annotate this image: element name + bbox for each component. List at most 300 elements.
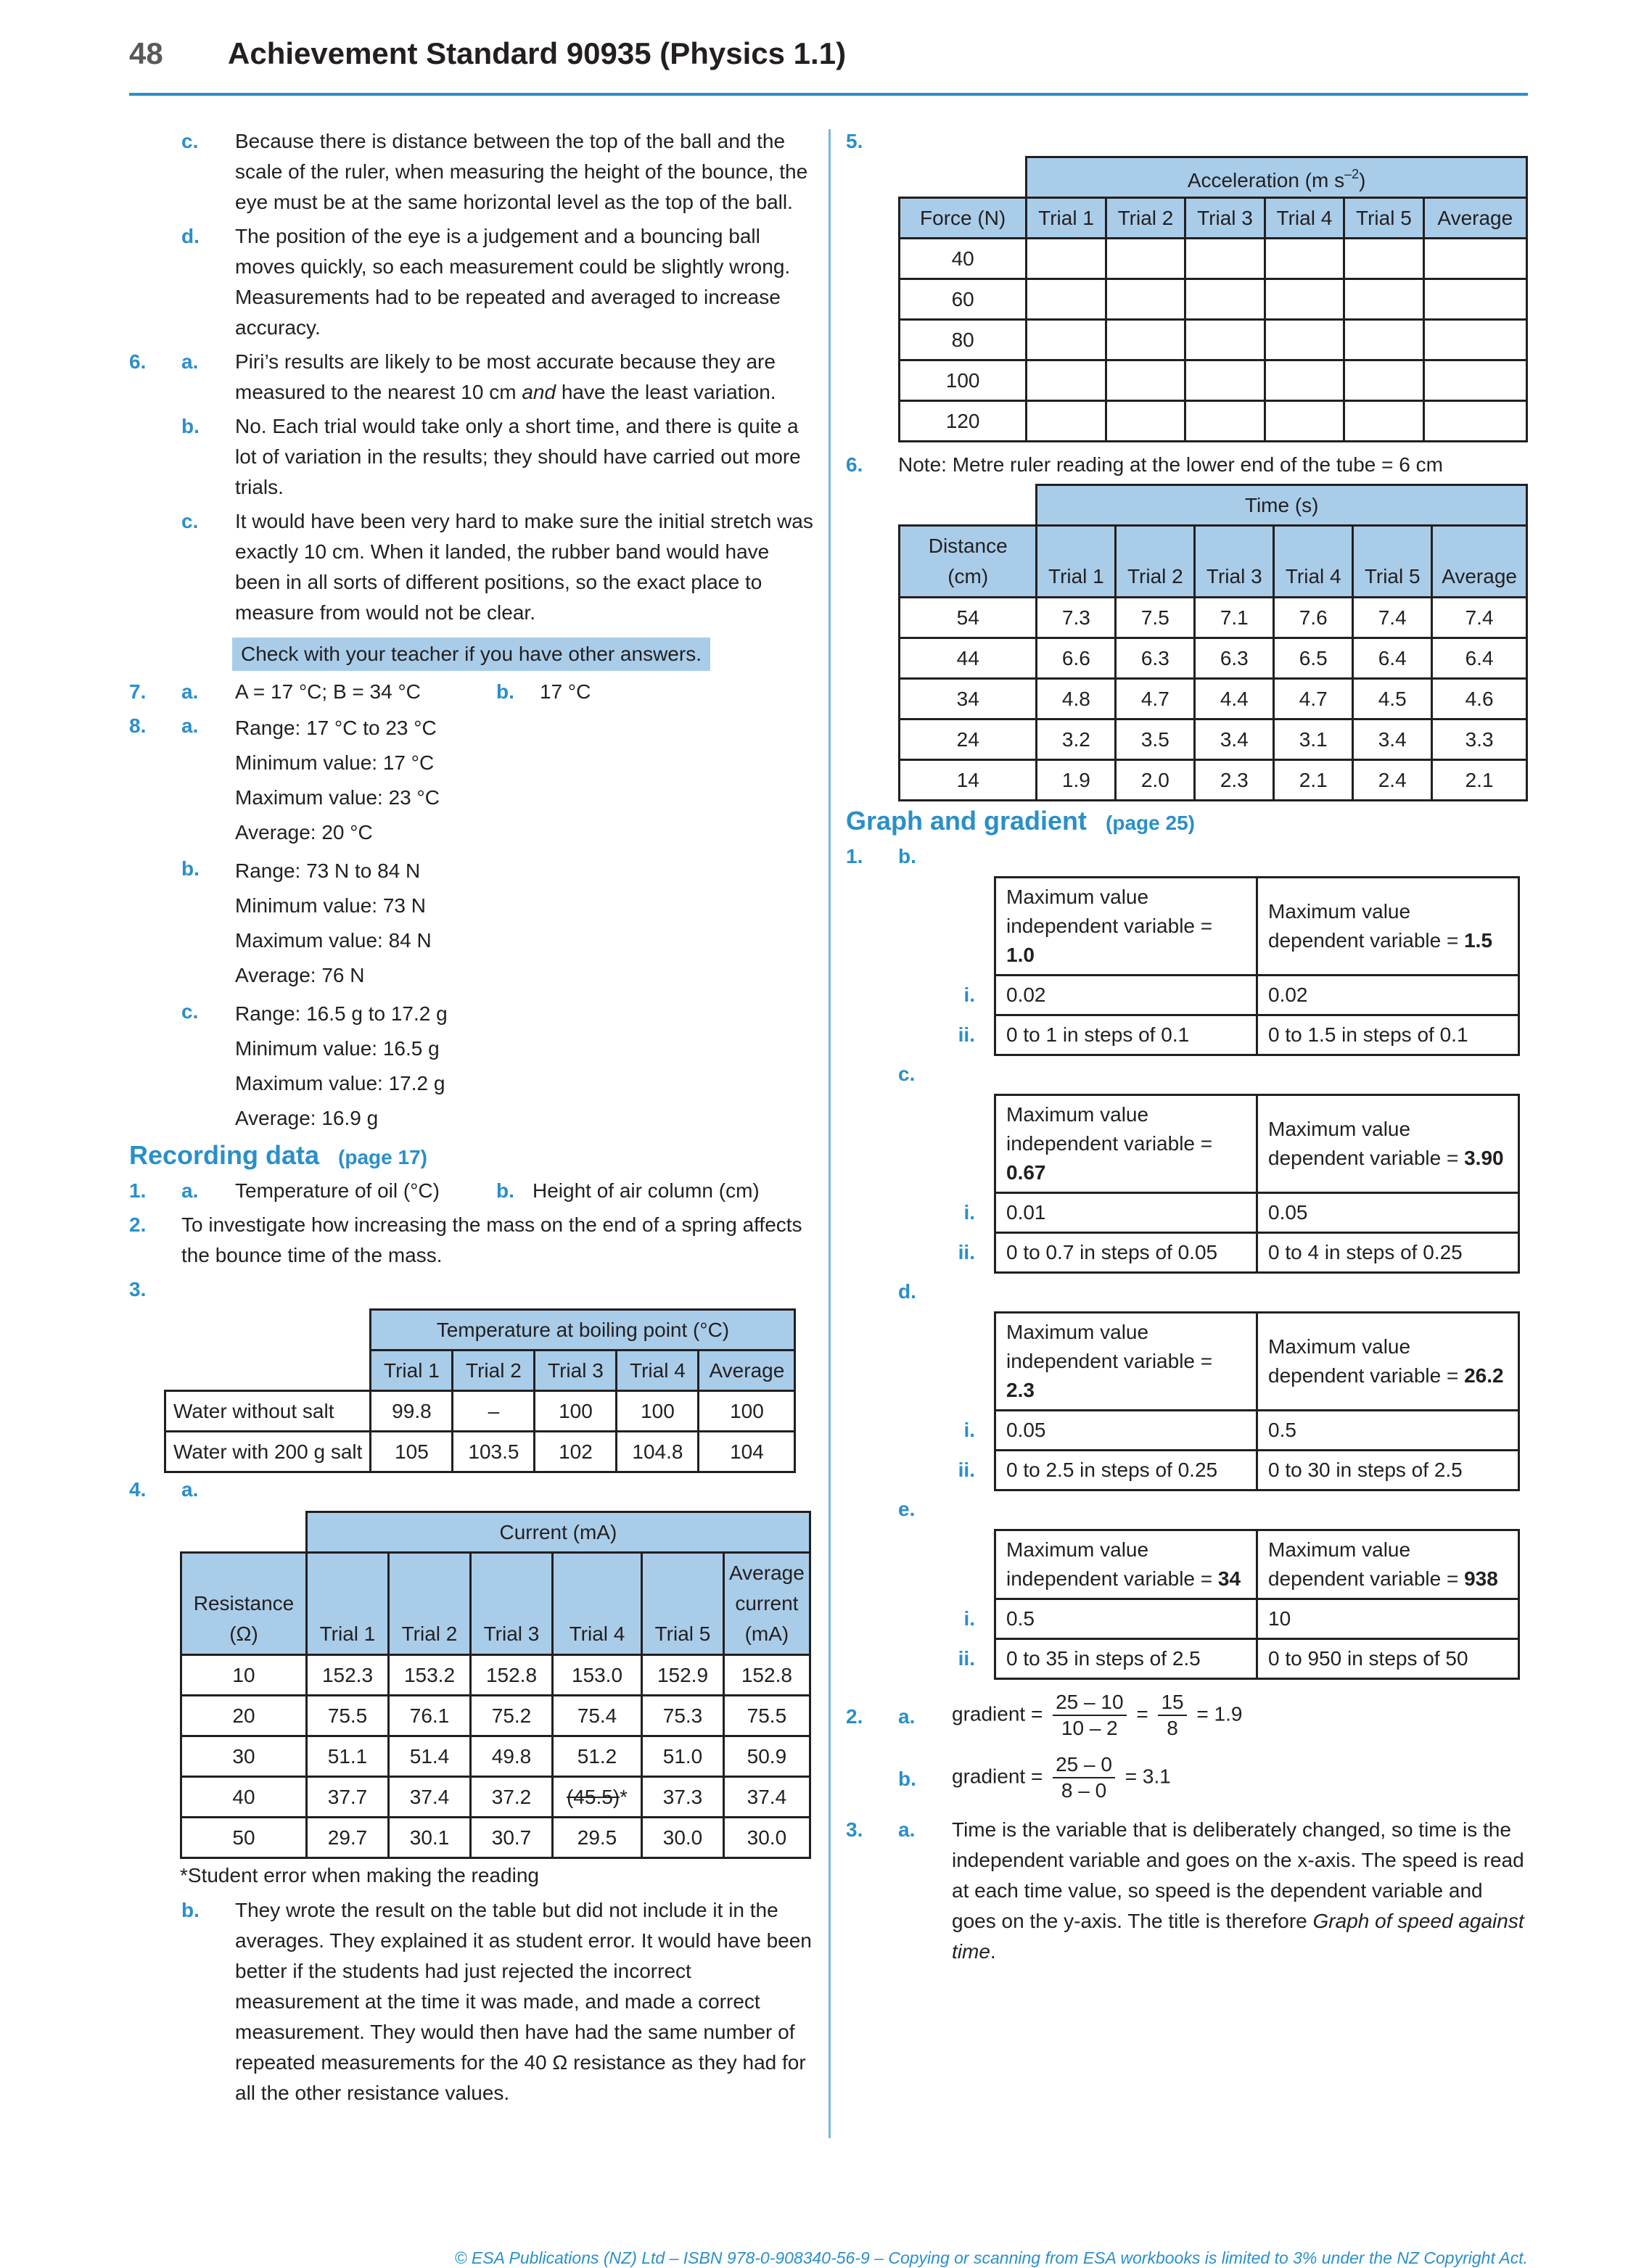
equation-result: = 1.9 [1196, 1702, 1243, 1725]
table-cell [1423, 360, 1526, 401]
answer-emphasis: and [522, 381, 556, 403]
answer-lines [235, 854, 814, 993]
table-cell: 37.4 [724, 1777, 810, 1818]
table-cell: 104 [699, 1432, 795, 1472]
row-marker: ii. [958, 1459, 975, 1481]
item-label: b. [496, 1179, 514, 1202]
table-cell [1027, 320, 1106, 360]
table-cell: 3.3 [1432, 719, 1527, 760]
answer-lines [235, 711, 814, 850]
table-cell [1265, 320, 1344, 360]
table-group-header [1027, 157, 1527, 198]
table-cell: 37.7 [307, 1777, 389, 1818]
answer-text: It would have been very hard to make sure the initial stretch was exactly 10 cm. When it landed, the rubber band would have been in all sorts of different positions, so the exact place to measure from would not be clear. [235, 510, 813, 624]
row-label: 20 [181, 1696, 307, 1736]
cell-value: 26.2 [1464, 1364, 1504, 1387]
table-row [181, 1818, 810, 1858]
table-cell: 152.3 [307, 1655, 389, 1696]
cell-value: 0.67 [1006, 1161, 1046, 1184]
cell-value: 3.90 [1464, 1147, 1504, 1169]
table-cell [1344, 279, 1423, 320]
answer-line: Maximum value: 84 N [235, 929, 432, 952]
table-cell: 51.2 [553, 1736, 642, 1777]
answer-6c [129, 506, 814, 628]
table-row [936, 1015, 1519, 1055]
answer-8a [129, 711, 814, 850]
row-marker [936, 878, 995, 976]
column-divider [829, 129, 831, 2138]
table-cell [1185, 401, 1265, 442]
table-cell: 30.0 [642, 1818, 724, 1858]
cell-text: Maximum value independent variable = [1006, 1321, 1213, 1372]
column-header: Trial 2 [1116, 526, 1195, 598]
column-header: Trial 1 [1037, 526, 1116, 598]
table-row [900, 719, 1527, 760]
answer-text-part: Time is the variable that is deliberately changed, so time is the independent variable and goes on the x-axis. The speed is read at each time value, so speed is the dependent variable and goes on the y-axis. The title is therefore [952, 1818, 1524, 1932]
copyright-footer: © ESA Publications (NZ) Ltd – ISBN 978-0-908340-56-9 – Copying or scanning from ESA workbooks is limited to 3% under the NZ Copyright Act. [454, 2248, 1528, 2267]
table-corner [165, 1351, 371, 1391]
table-row [181, 1655, 810, 1696]
table-row [165, 1432, 795, 1472]
question-number: 3. [129, 1278, 147, 1300]
section-page-ref: (page 25) [1106, 812, 1195, 834]
independent-max-cell [995, 1095, 1257, 1193]
fraction [1158, 1690, 1186, 1741]
table-cell: 100 [535, 1391, 617, 1432]
table-cell: 152.8 [471, 1655, 553, 1696]
left-column [129, 126, 814, 2112]
item-label: a. [181, 714, 199, 737]
table-row [936, 1451, 1519, 1490]
page-title: Achievement Standard 90935 (Physics 1.1) [228, 36, 847, 70]
table-cell [1344, 360, 1423, 401]
table-cell: 49.8 [471, 1736, 553, 1777]
answer-line: Average: 76 N [235, 964, 365, 986]
table-cell: 100 [617, 1391, 699, 1432]
table-cell [1265, 360, 1344, 401]
table-cell: 29.7 [307, 1818, 389, 1858]
table-row [936, 1599, 1519, 1639]
table-cell: 4.8 [1037, 679, 1116, 719]
row-label: 44 [900, 638, 1037, 679]
column-header: Trial 3 [471, 1553, 553, 1655]
table-cell: 3.4 [1195, 719, 1274, 760]
table-cell: 7.1 [1195, 598, 1274, 638]
column-header: Trial 3 [1185, 198, 1265, 239]
column-header: Trial 4 [1265, 198, 1344, 239]
column-header: Trial 5 [1344, 198, 1423, 239]
column-header: Average current (mA) [724, 1553, 810, 1655]
row-label: 34 [900, 679, 1037, 719]
graph-answer-1d-label [846, 1277, 1528, 1307]
table-cell [1027, 401, 1106, 442]
column-header: Trial 4 [617, 1351, 699, 1391]
question-number: 5. [846, 130, 863, 152]
table-cell [1265, 401, 1344, 442]
row-label: 100 [900, 360, 1027, 401]
teacher-check-note: Check with your teacher if you have other answers. [232, 638, 710, 671]
table-cell: 4.5 [1353, 679, 1432, 719]
independent-max-cell [995, 1313, 1257, 1411]
table-row [900, 598, 1527, 638]
numerator: 25 – 10 [1053, 1690, 1126, 1716]
table-cell [1027, 239, 1106, 279]
table-cell: 6.3 [1116, 638, 1195, 679]
row-label: 40 [181, 1777, 307, 1818]
answer-line: Average: 20 °C [235, 821, 373, 844]
table-cell: – [453, 1391, 535, 1432]
row-marker: i. [963, 1201, 975, 1224]
graph-scale-table-b [936, 876, 1520, 1056]
table-row [936, 1411, 1519, 1451]
table-footnote: *Student error when making the reading [180, 1864, 539, 1886]
table-group-header: Temperature at boiling point (°C) [371, 1310, 795, 1351]
table-cell: 75.5 [307, 1696, 389, 1736]
table-cell: 4.4 [1195, 679, 1274, 719]
table-cell: 153.0 [553, 1655, 642, 1696]
table-group-header: Current (mA) [307, 1512, 810, 1553]
gradient-equation [952, 1690, 1528, 1741]
row-header: Force (N) [900, 198, 1027, 239]
table-row [181, 1736, 810, 1777]
table-cell: 2.1 [1432, 760, 1527, 801]
answer-8b [129, 854, 814, 993]
row-label: Water with 200 g salt [165, 1432, 371, 1472]
table-cell: 51.0 [642, 1736, 724, 1777]
row-marker: ii. [958, 1647, 975, 1670]
equals-sign: = [1136, 1702, 1148, 1725]
group-header-text: Acceleration (m s [1187, 169, 1345, 191]
table-cell: 2.0 [1116, 760, 1195, 801]
answer-1a-text: Temperature of oil (°C) [235, 1179, 440, 1202]
dependent-max-cell [1257, 1095, 1519, 1193]
table-cell: 0.5 [995, 1599, 1257, 1639]
struck-value: (45.5) [566, 1785, 620, 1808]
answer-text-part: have the least variation. [556, 381, 776, 403]
answer-line: Minimum value: 17 °C [235, 751, 435, 774]
table-cell: 4.6 [1432, 679, 1527, 719]
table-cell: 29.5 [553, 1818, 642, 1858]
table-cell: 4.7 [1274, 679, 1353, 719]
answer-line: Range: 16.5 g to 17.2 g [235, 1002, 448, 1025]
answer-8c [129, 997, 814, 1136]
row-marker: i. [963, 1419, 975, 1441]
answer-text [952, 1815, 1528, 1967]
table-cell: 0 to 2.5 in steps of 0.25 [995, 1451, 1257, 1490]
question-number: 7. [129, 680, 147, 703]
cell-text: Maximum value independent variable = [1006, 1538, 1218, 1590]
denominator: 8 – 0 [1061, 1779, 1107, 1802]
recording-answer-3 [129, 1274, 814, 1305]
table-row [900, 401, 1527, 442]
row-label: 10 [181, 1655, 307, 1696]
table-cell: 76.1 [389, 1696, 471, 1736]
table-row [181, 1696, 810, 1736]
table-row [936, 1233, 1519, 1273]
table-cell: 2.4 [1353, 760, 1432, 801]
table-cell: 104.8 [617, 1432, 699, 1472]
table-row [900, 239, 1527, 279]
recording-answer-4b [129, 1895, 814, 2108]
graph-answer-1b-label [846, 841, 1528, 872]
row-label: 14 [900, 760, 1037, 801]
answer-7 [129, 677, 814, 707]
table-cell: 0 to 1.5 in steps of 0.1 [1257, 1015, 1519, 1055]
row-label: 80 [900, 320, 1027, 360]
answer-5c [129, 126, 814, 218]
item-label: c. [181, 1000, 199, 1023]
denominator: 10 – 2 [1061, 1717, 1118, 1739]
table-cell: 30.7 [471, 1818, 553, 1858]
answer-text: To investigate how increasing the mass on the end of a spring affects the bounce time of the mass. [181, 1213, 802, 1266]
table-cell-error: (45.5)* [553, 1777, 642, 1818]
row-marker [936, 1530, 995, 1599]
table-cell [1106, 239, 1185, 279]
table-cell [1185, 279, 1265, 320]
fraction [1053, 1690, 1126, 1741]
item-label: b. [898, 1768, 916, 1790]
denominator: 8 [1167, 1717, 1178, 1739]
graph-answer-2b [846, 1752, 1528, 1810]
question-number: 4. [129, 1478, 147, 1501]
item-label: c. [898, 1063, 916, 1085]
table-cell [1185, 360, 1265, 401]
answer-line: Minimum value: 73 N [235, 894, 426, 917]
row-label: 30 [181, 1736, 307, 1777]
table-cell [1106, 279, 1185, 320]
item-label: a. [181, 680, 199, 703]
column-header: Trial 1 [307, 1553, 389, 1655]
table-cell: 0.5 [1257, 1411, 1519, 1451]
table-cell [1423, 239, 1526, 279]
table-row [900, 679, 1527, 719]
table-cell [1106, 401, 1185, 442]
table-cell [1265, 239, 1344, 279]
table-row [900, 279, 1527, 320]
item-label: a. [181, 1179, 199, 1202]
cell-value: 34 [1217, 1567, 1241, 1590]
group-header-text-end: ) [1359, 169, 1366, 191]
table-cell: 0 to 35 in steps of 2.5 [995, 1639, 1257, 1679]
row-marker: ii. [958, 1023, 975, 1046]
boiling-point-table [164, 1308, 796, 1473]
gradient-equation [952, 1752, 1528, 1803]
table-cell [1106, 320, 1185, 360]
answer-text [235, 1176, 814, 1206]
table-cell: 30.1 [389, 1818, 471, 1858]
item-label: d. [181, 225, 200, 247]
question-number: 1. [129, 1179, 147, 1202]
row-header-text: Resistance (Ω) [193, 1592, 295, 1645]
row-header: Distance (cm) [900, 526, 1037, 598]
table-cell: 99.8 [371, 1391, 453, 1432]
answer-text: The position of the eye is a judgement and a bouncing ball moves quickly, so each measurement could be slightly wrong. Measurements had to be repeated and averaged to increase accuracy. [235, 225, 791, 339]
table-cell: 75.4 [553, 1696, 642, 1736]
item-label: d. [898, 1280, 916, 1303]
table-cell: 0 to 1 in steps of 0.1 [995, 1015, 1257, 1055]
table-row [900, 760, 1527, 801]
item-label: a. [181, 1478, 199, 1501]
dependent-max-cell [1257, 1530, 1519, 1599]
table-cell [1344, 239, 1423, 279]
graph-answer-2a [846, 1690, 1528, 1748]
answer-lines [235, 997, 814, 1136]
answer-text: No. Each trial would take only a short time, and there is quite a lot of variation in the results; they should have carried out more trials. [235, 415, 801, 498]
table-cell: 2.1 [1274, 760, 1353, 801]
table-cell: 3.5 [1116, 719, 1195, 760]
item-label: c. [181, 130, 199, 152]
table-cell [1423, 401, 1526, 442]
item-label: e. [898, 1498, 916, 1520]
independent-max-cell [995, 878, 1257, 976]
table-cell: 6.4 [1353, 638, 1432, 679]
fraction [1053, 1752, 1115, 1803]
table-cell: 75.5 [724, 1696, 810, 1736]
table-cell [1423, 279, 1526, 320]
acceleration-table [898, 156, 1528, 442]
column-header: Trial 4 [553, 1553, 642, 1655]
table-row [900, 320, 1527, 360]
table-row [181, 1777, 810, 1818]
column-header: Trial 3 [535, 1351, 617, 1391]
row-label: 50 [181, 1818, 307, 1858]
table-cell: 7.4 [1353, 598, 1432, 638]
answer-1b-text: Height of air column (cm) [533, 1179, 760, 1202]
recording-answer-2 [129, 1210, 814, 1271]
item-label: a. [898, 1705, 916, 1728]
section-heading-graph-gradient [846, 806, 1528, 838]
cell-text: Maximum value dependent variable = [1268, 1118, 1465, 1169]
table-cell: 3.4 [1353, 719, 1432, 760]
equation-prefix: gradient = [952, 1765, 1043, 1788]
question-number: 2. [129, 1213, 147, 1236]
table-cell [1185, 239, 1265, 279]
table-cell: 7.5 [1116, 598, 1195, 638]
table-row [900, 360, 1527, 401]
answer-line: Maximum value: 23 °C [235, 786, 440, 809]
question-number: 1. [846, 845, 863, 867]
cell-value: 938 [1464, 1567, 1498, 1590]
table-cell: 105 [371, 1432, 453, 1472]
independent-max-cell [995, 1530, 1257, 1599]
table-cell [1344, 401, 1423, 442]
graph-scale-table-e [936, 1529, 1520, 1680]
answer-text-part: . [990, 1940, 996, 1963]
column-header: Trial 4 [1274, 526, 1353, 598]
table-row [165, 1391, 795, 1432]
row-label: 60 [900, 279, 1027, 320]
row-header [181, 1553, 307, 1655]
table-cell: 6.3 [1195, 638, 1274, 679]
item-label: b. [181, 415, 200, 437]
answer-line: Range: 17 °C to 23 °C [235, 717, 437, 739]
table-row [936, 1639, 1519, 1679]
table-cell: 6.6 [1037, 638, 1116, 679]
answer-5d [129, 221, 814, 343]
table-row [936, 1193, 1519, 1233]
table-cell: 7.3 [1037, 598, 1116, 638]
section-page-ref: (page 17) [338, 1146, 427, 1168]
item-label: b. [898, 845, 916, 867]
table-cell: 0.05 [1257, 1193, 1519, 1233]
table-cell: 3.1 [1274, 719, 1353, 760]
question-number: 3. [846, 1818, 863, 1841]
page-number: 48 [129, 36, 163, 70]
row-marker: i. [963, 1607, 975, 1630]
cell-text: Maximum value independent variable = [1006, 1103, 1213, 1155]
answer-text: They wrote the result on the table but did not include it in the averages. They explained it as student error. It would have been better if the students had just rejected the incorrect measurement at the time it was made, and made a correct measurement. They would then have had the same number of repeated measurements for the 40 Ω resistance as they had for all the other resistance values. [235, 1899, 812, 2104]
cell-text: Maximum value independent variable = [1006, 886, 1213, 937]
answer-line: Average: 16.9 g [235, 1107, 379, 1129]
table-cell [1265, 279, 1344, 320]
table-cell: 152.9 [642, 1655, 724, 1696]
table-cell: 0.02 [995, 976, 1257, 1015]
table-cell: 100 [699, 1391, 795, 1432]
table-cell: 4.7 [1116, 679, 1195, 719]
question-number: 6. [129, 350, 147, 373]
equation-result: = 3.1 [1125, 1765, 1171, 1788]
cell-value: 2.3 [1006, 1379, 1035, 1401]
answer-6b [129, 411, 814, 503]
table-cell: 0 to 950 in steps of 50 [1257, 1639, 1519, 1679]
table-cell: 0.01 [995, 1193, 1257, 1233]
row-marker: i. [963, 984, 975, 1006]
row-marker: ii. [958, 1241, 975, 1263]
table-cell: 153.2 [389, 1655, 471, 1696]
answer-7a-text: A = 17 °C; B = 34 °C [235, 680, 421, 703]
table-cell: 152.8 [724, 1655, 810, 1696]
table-corner [900, 157, 1027, 198]
table-group-header: Time (s) [1037, 485, 1527, 526]
question-number: 6. [846, 453, 863, 476]
table-cell: 0.05 [995, 1411, 1257, 1451]
table-cell [1344, 320, 1423, 360]
table-cell [1185, 320, 1265, 360]
table-row [936, 976, 1519, 1015]
recording-answer-4a [129, 1475, 814, 1505]
right-column [846, 126, 1528, 1971]
answer-emphasis: Graph of speed against time [952, 1910, 1524, 1963]
table-cell: 6.5 [1274, 638, 1353, 679]
row-label: 40 [900, 239, 1027, 279]
item-label: b. [496, 680, 514, 703]
table-cell: 103.5 [453, 1432, 535, 1472]
current-table [180, 1511, 811, 1859]
time-table [898, 484, 1528, 801]
row-label: Water without salt [165, 1391, 371, 1432]
table-cell [1027, 279, 1106, 320]
table-corner [181, 1512, 307, 1553]
row-label: 24 [900, 719, 1037, 760]
table-cell: 1.9 [1037, 760, 1116, 801]
column-header: Average [699, 1351, 795, 1391]
graph-answer-1e-label [846, 1494, 1528, 1525]
table-cell: 0 to 30 in steps of 2.5 [1257, 1451, 1519, 1490]
column-header: Trial 1 [371, 1351, 453, 1391]
answer-line: Maximum value: 17.2 g [235, 1072, 445, 1094]
column-header: Trial 5 [1353, 526, 1432, 598]
table-cell: 7.4 [1432, 598, 1527, 638]
column-header: Average [1432, 526, 1527, 598]
table-cell: 30.0 [724, 1818, 810, 1858]
column-header: Trial 2 [389, 1553, 471, 1655]
column-header: Trial 2 [453, 1351, 535, 1391]
section-title: Recording data [129, 1140, 320, 1170]
question-number: 8. [129, 714, 147, 737]
table-corner [900, 485, 1037, 526]
answer-text [235, 347, 814, 408]
table-cell: 2.3 [1195, 760, 1274, 801]
